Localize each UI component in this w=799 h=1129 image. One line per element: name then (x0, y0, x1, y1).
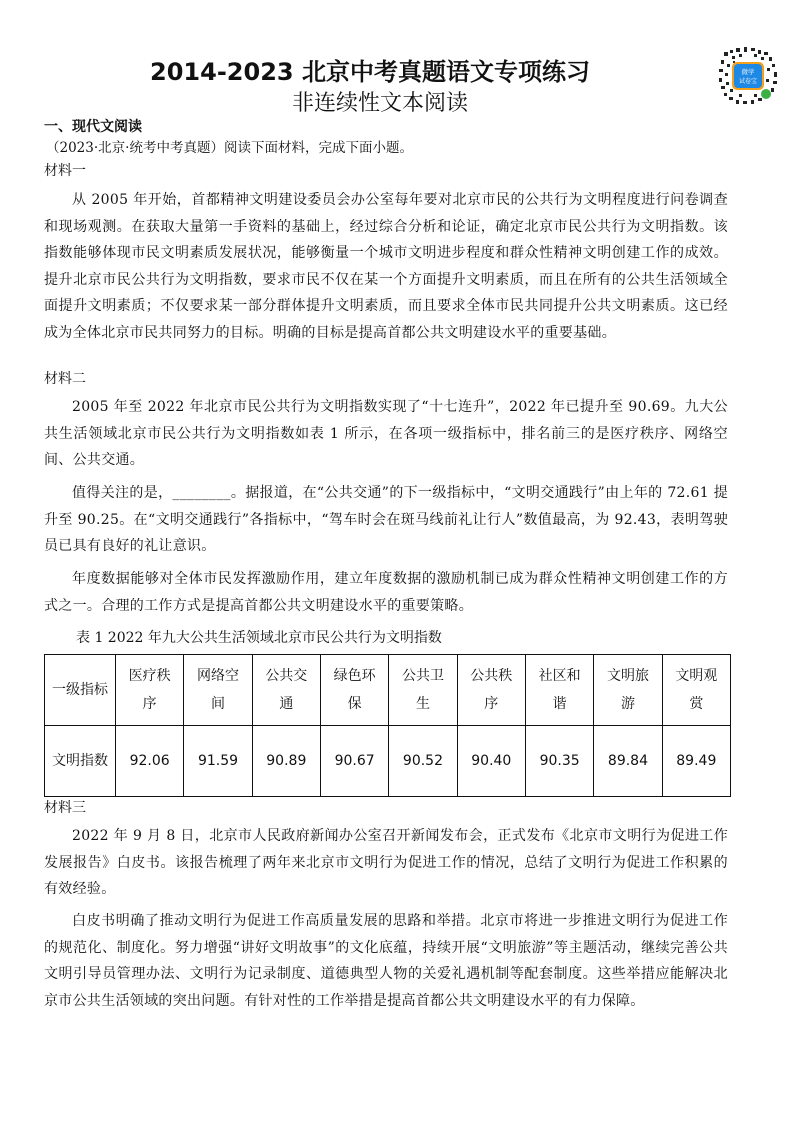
section-heading: 一、现代文阅读 (44, 119, 142, 135)
material-2-label: 材料二 (44, 371, 86, 387)
table-cell: 92.06 (116, 726, 184, 797)
table-header-row (45, 655, 731, 726)
question-source: （2023·北京·统考中考真题）阅读下面材料，完成下面小题。 (46, 140, 413, 156)
table-cell: 89.49 (662, 726, 730, 797)
table-header-cell: 公共卫生 (389, 655, 457, 726)
table-header-cell: 文明观赏 (662, 655, 730, 726)
table-header-cell: 绿色环保 (320, 655, 388, 726)
table-header-cell: 一级指标 (45, 655, 116, 726)
page-title: 2014-2023 北京中考真题语文专项练习 (150, 58, 590, 86)
material-3-label: 材料三 (44, 800, 86, 816)
material-2-paragraph-1: 2005 年至 2022 年北京市民公共行为文明指数实现了“十七连升”，2022 年已提升至 90.69。九大公共生活领域北京市民公共行为文明指数如表 1 所示，在各项一级指标中，排名前三的是医疗秩序、网络空间、公共交通。 (44, 399, 728, 469)
table-header-cell: 公共交通 (252, 655, 320, 726)
table-cell: 91.59 (184, 726, 252, 797)
material-3-paragraph-1: 2022 年 9 月 8 日，北京市人民政府新闻办公室召开新闻发布会，正式发布《北京市文明行为促进工作发展报告》白皮书。该报告梳理了两年来北京市文明行为促进工作的情况，总结了文明行为促进工作积累的有效经验。 (44, 828, 728, 898)
table-cell: 90.67 (320, 726, 388, 797)
table-header-cell: 社区和谐 (525, 655, 593, 726)
page-subtitle: 非连续性文本阅读 (291, 91, 468, 116)
table-header-cell: 网络空间 (184, 655, 252, 726)
material-1-label: 材料一 (44, 163, 86, 179)
civility-index-table (44, 654, 731, 797)
table-header-cell: 文明旅游 (594, 655, 662, 726)
table-header-cell: 医疗秩序 (116, 655, 184, 726)
table-cell: 90.35 (525, 726, 593, 797)
svg-text:微学: 微学 (741, 68, 755, 76)
table-caption: 表 1 2022 年九大公共生活领域北京市民公共行为文明指数 (76, 630, 442, 646)
table-cell: 90.89 (252, 726, 320, 797)
material-2-paragraph-3: 年度数据能够对全体市民发挥激励作用，建立年度数据的激励机制已成为群众性精神文明创建工作的方式之一。合理的工作方式是提高首都公共文明建设水平的重要策略。 (44, 571, 728, 614)
table-cell: 90.40 (457, 726, 525, 797)
table-cell: 90.52 (389, 726, 457, 797)
table-row-label: 文明指数 (45, 726, 116, 797)
svg-text:试卷宝: 试卷宝 (738, 78, 758, 85)
table-cell: 89.84 (594, 726, 662, 797)
material-3-paragraph-2: 白皮书明确了推动文明行为促进工作高质量发展的思路和举措。北京市将进一步推进文明行为促进工作的规范化、制度化。努力增强“讲好文明故事”的文化底蕴，持续开展“文明旅游”等主题活动，继续完善公共文明引导员管理办法、文明行为记录制度、道德典型人物的关爱礼遇机制等配套制度。这些举措应能解决北京市公共生活领域的突出问题。有针对性的工作举措是提高首都公共文明建设水平的有力保障。 (44, 913, 728, 1009)
material-2-paragraph-2: 值得关注的是，________。据报道，在“公共交通”的下一级指标中，“文明交通践行”由上年的 72.61 提升至 90.25。在“文明交通践行”各指标中，“驾车时会在斑马线前礼让行人”数值最高，为 92.43，表明驾驶员已具有良好的礼让意识。 (44, 485, 728, 555)
material-1-paragraph: 从 2005 年开始，首都精神文明建设委员会办公室每年要对北京市民的公共行为文明程度进行问卷调查和现场观测。在获取大量第一手资料的基础上，经过综合分析和论证，确定北京市民公共行为文明指数。该指数能够体现市民文明素质发展状况，能够衡量一个城市文明进步程度和群众性精神文明创建工作的成效。提升北京市民公共行为文明指数，要求市民不仅在某一个方面提升文明素质，而且在所有的公共生活领域全面提升文明素质；不仅要求某一部分群体提升文明素质，而且要求全体市民共同提升公共文明素质。这已经成为全体北京市民共同努力的目标。明确的目标是提高首都公共文明建设水平的重要基础。 (44, 192, 728, 341)
qr-code-badge-icon (714, 42, 782, 110)
table-row (45, 726, 731, 797)
table-header-cell: 公共秩序 (457, 655, 525, 726)
